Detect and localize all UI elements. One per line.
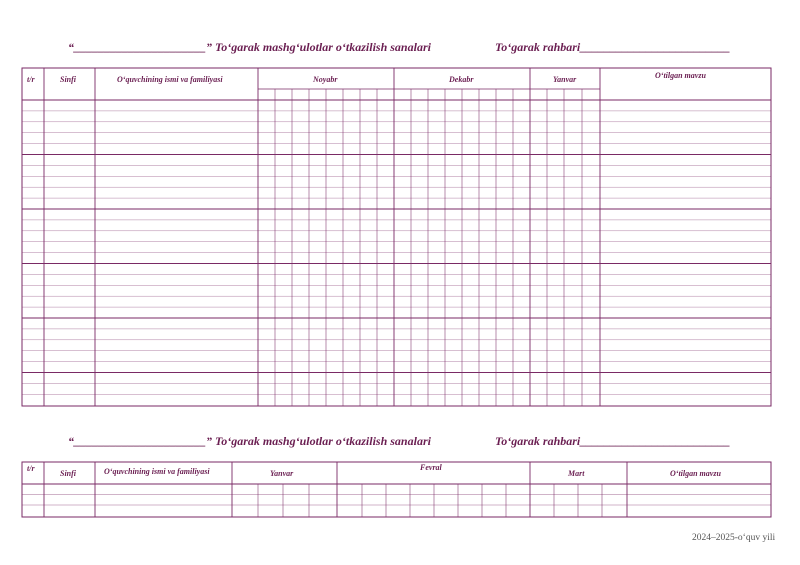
top-header-class: Sinfi [60, 75, 77, 84]
bottom-header-class: Sinfi [60, 469, 77, 478]
bottom-title-line: “______________________” To‘garak mashg‘ulotlar o‘tkazilish sanalari [68, 434, 431, 448]
top-header-topic: O‘tilgan mavzu [655, 71, 706, 80]
top-header-student: O‘quvchining ismi va familiyasi [117, 75, 223, 84]
top-month-2: Dekabr [449, 75, 474, 84]
bottom-header-student: O‘quvchining ismi va familiyasi [104, 467, 210, 476]
top-header-num: t/r [27, 75, 35, 84]
bottom-month-3: Mart [568, 469, 585, 478]
top-leader-line: To‘garak rahbari_________________________ [495, 40, 731, 54]
bottom-header-topic: O‘tilgan mavzu [670, 469, 721, 478]
bottom-month-1: Yanvar [270, 469, 294, 478]
top-attendance-grid [22, 68, 771, 406]
bottom-leader-line: To‘garak rahbari_________________________ [495, 434, 731, 448]
top-grid-border [22, 68, 771, 406]
top-title-line: “______________________” To‘garak mashg‘ulotlar o‘tkazilish sanalari [68, 40, 431, 54]
bottom-header-num: t/r [27, 464, 35, 473]
top-month-1: Noyabr [313, 75, 338, 84]
bottom-month-2: Fevral [420, 463, 442, 472]
academic-year-footer: 2024–2025-o‘quv yili [692, 533, 776, 543]
top-month-3: Yanvar [553, 75, 577, 84]
